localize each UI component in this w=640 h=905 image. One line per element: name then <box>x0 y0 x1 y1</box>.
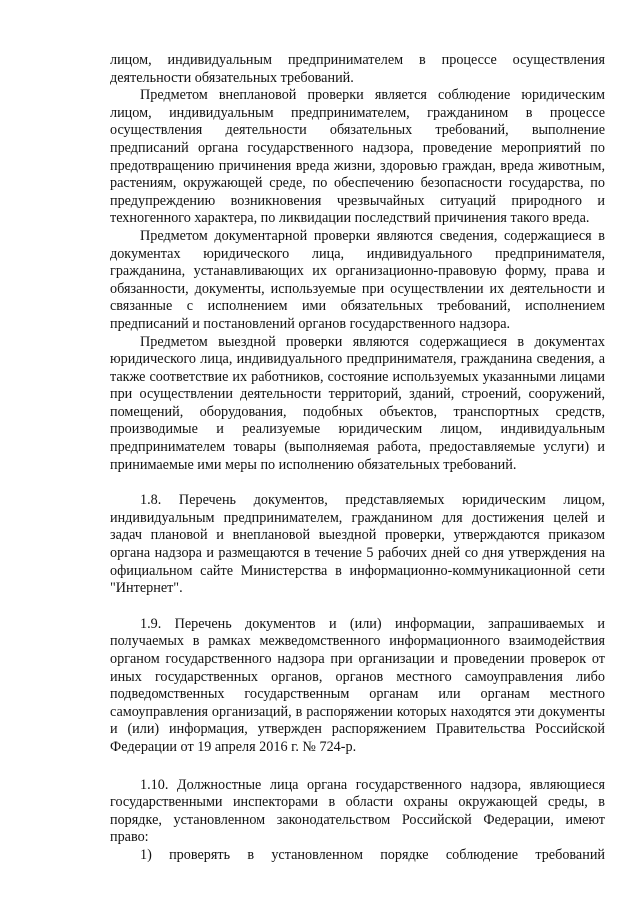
paragraph-section-1-8: 1.8. Перечень документов, представляемых юридическим лицом, индивидуальным предпринимателем, гражданином для достижения целей и задач плановой и внеплановой выездной проверки, утверждаются приказом органа надзора и размещаются в течение 5 рабочих дней со дня утверждения на официальном сайте Министерства в информационно-коммуникационной сети "Интернет". <box>110 492 605 597</box>
paragraph-continuation: лицом, индивидуальным предпринимателем в процессе осуществления деятельности обязательных требований. <box>110 52 605 86</box>
list-item-1: 1) проверять в установленном порядке соблюдение требований <box>140 846 605 863</box>
paragraph-section-1-10: 1.10. Должностные лица органа государственного надзора, являющиеся государственными инспекторами в области охраны окружающей среды, в порядке, установленном законодательством Российской Федерации, имеют право: <box>110 776 605 846</box>
paragraph-section-1-9: 1.9. Перечень документов и (или) информации, запрашиваемых и получаемых в рамках межведомственного информационного взаимодействия органом государственного надзора при организации и проведении проверок от иных государственных органов, органов местного самоуправления либо подведомственных государственным органам или органам местного самоуправления организаций, в распоряжении которых находятся эти документы и (или) информация, утвержден распоряжением Правительства Российской Федерации от 19 апреля 2016 г. № 724-р. <box>110 615 605 755</box>
paragraph-unscheduled-inspection: Предметом внеплановой проверки является соблюдение юридическим лицом, индивидуальным предпринимателем, гражданином в процессе осуществления деятельности обязательных требований, выполнение предписаний органа государственного надзора, проведение мероприятий по предотвращению причинения вреда жизни, здоровью граждан, вреда животным, растениям, окружающей среде, по обеспечению безопасности государства, по предупреждению возникновения чрезвычайных ситуаций природного и техногенного характера, по ликвидации последствий причинения такого вреда. <box>110 87 605 227</box>
paragraph-onsite-inspection: Предметом выездной проверки являются содержащиеся в документах юридического лица, индивидуального предпринимателя, гражданина сведения, а также соответствие их работников, состояние используемых указанными лицами при осуществлении деятельности территорий, зданий, строений, сооружений, помещений, оборудования, подобных объектов, транспортных средств, производимые и реализуемые юридическим лицом, индивидуальным предпринимателем товары (выполняемая работа, предоставляемые услуги) и принимаемые ими меры по исполнению обязательных требований. <box>110 333 605 473</box>
paragraph-documentary-inspection: Предметом документарной проверки являются сведения, содержащиеся в документах юридического лица, индивидуального предпринимателя, гражданина, устанавливающих их организационно-правовую форму, права и обязанности, документы, используемые при осуществлении их деятельности и связанные с исполнением ими обязательных требований, исполнением предписаний и постановлений органов государственного надзора. <box>110 227 605 332</box>
document-page <box>110 52 605 865</box>
